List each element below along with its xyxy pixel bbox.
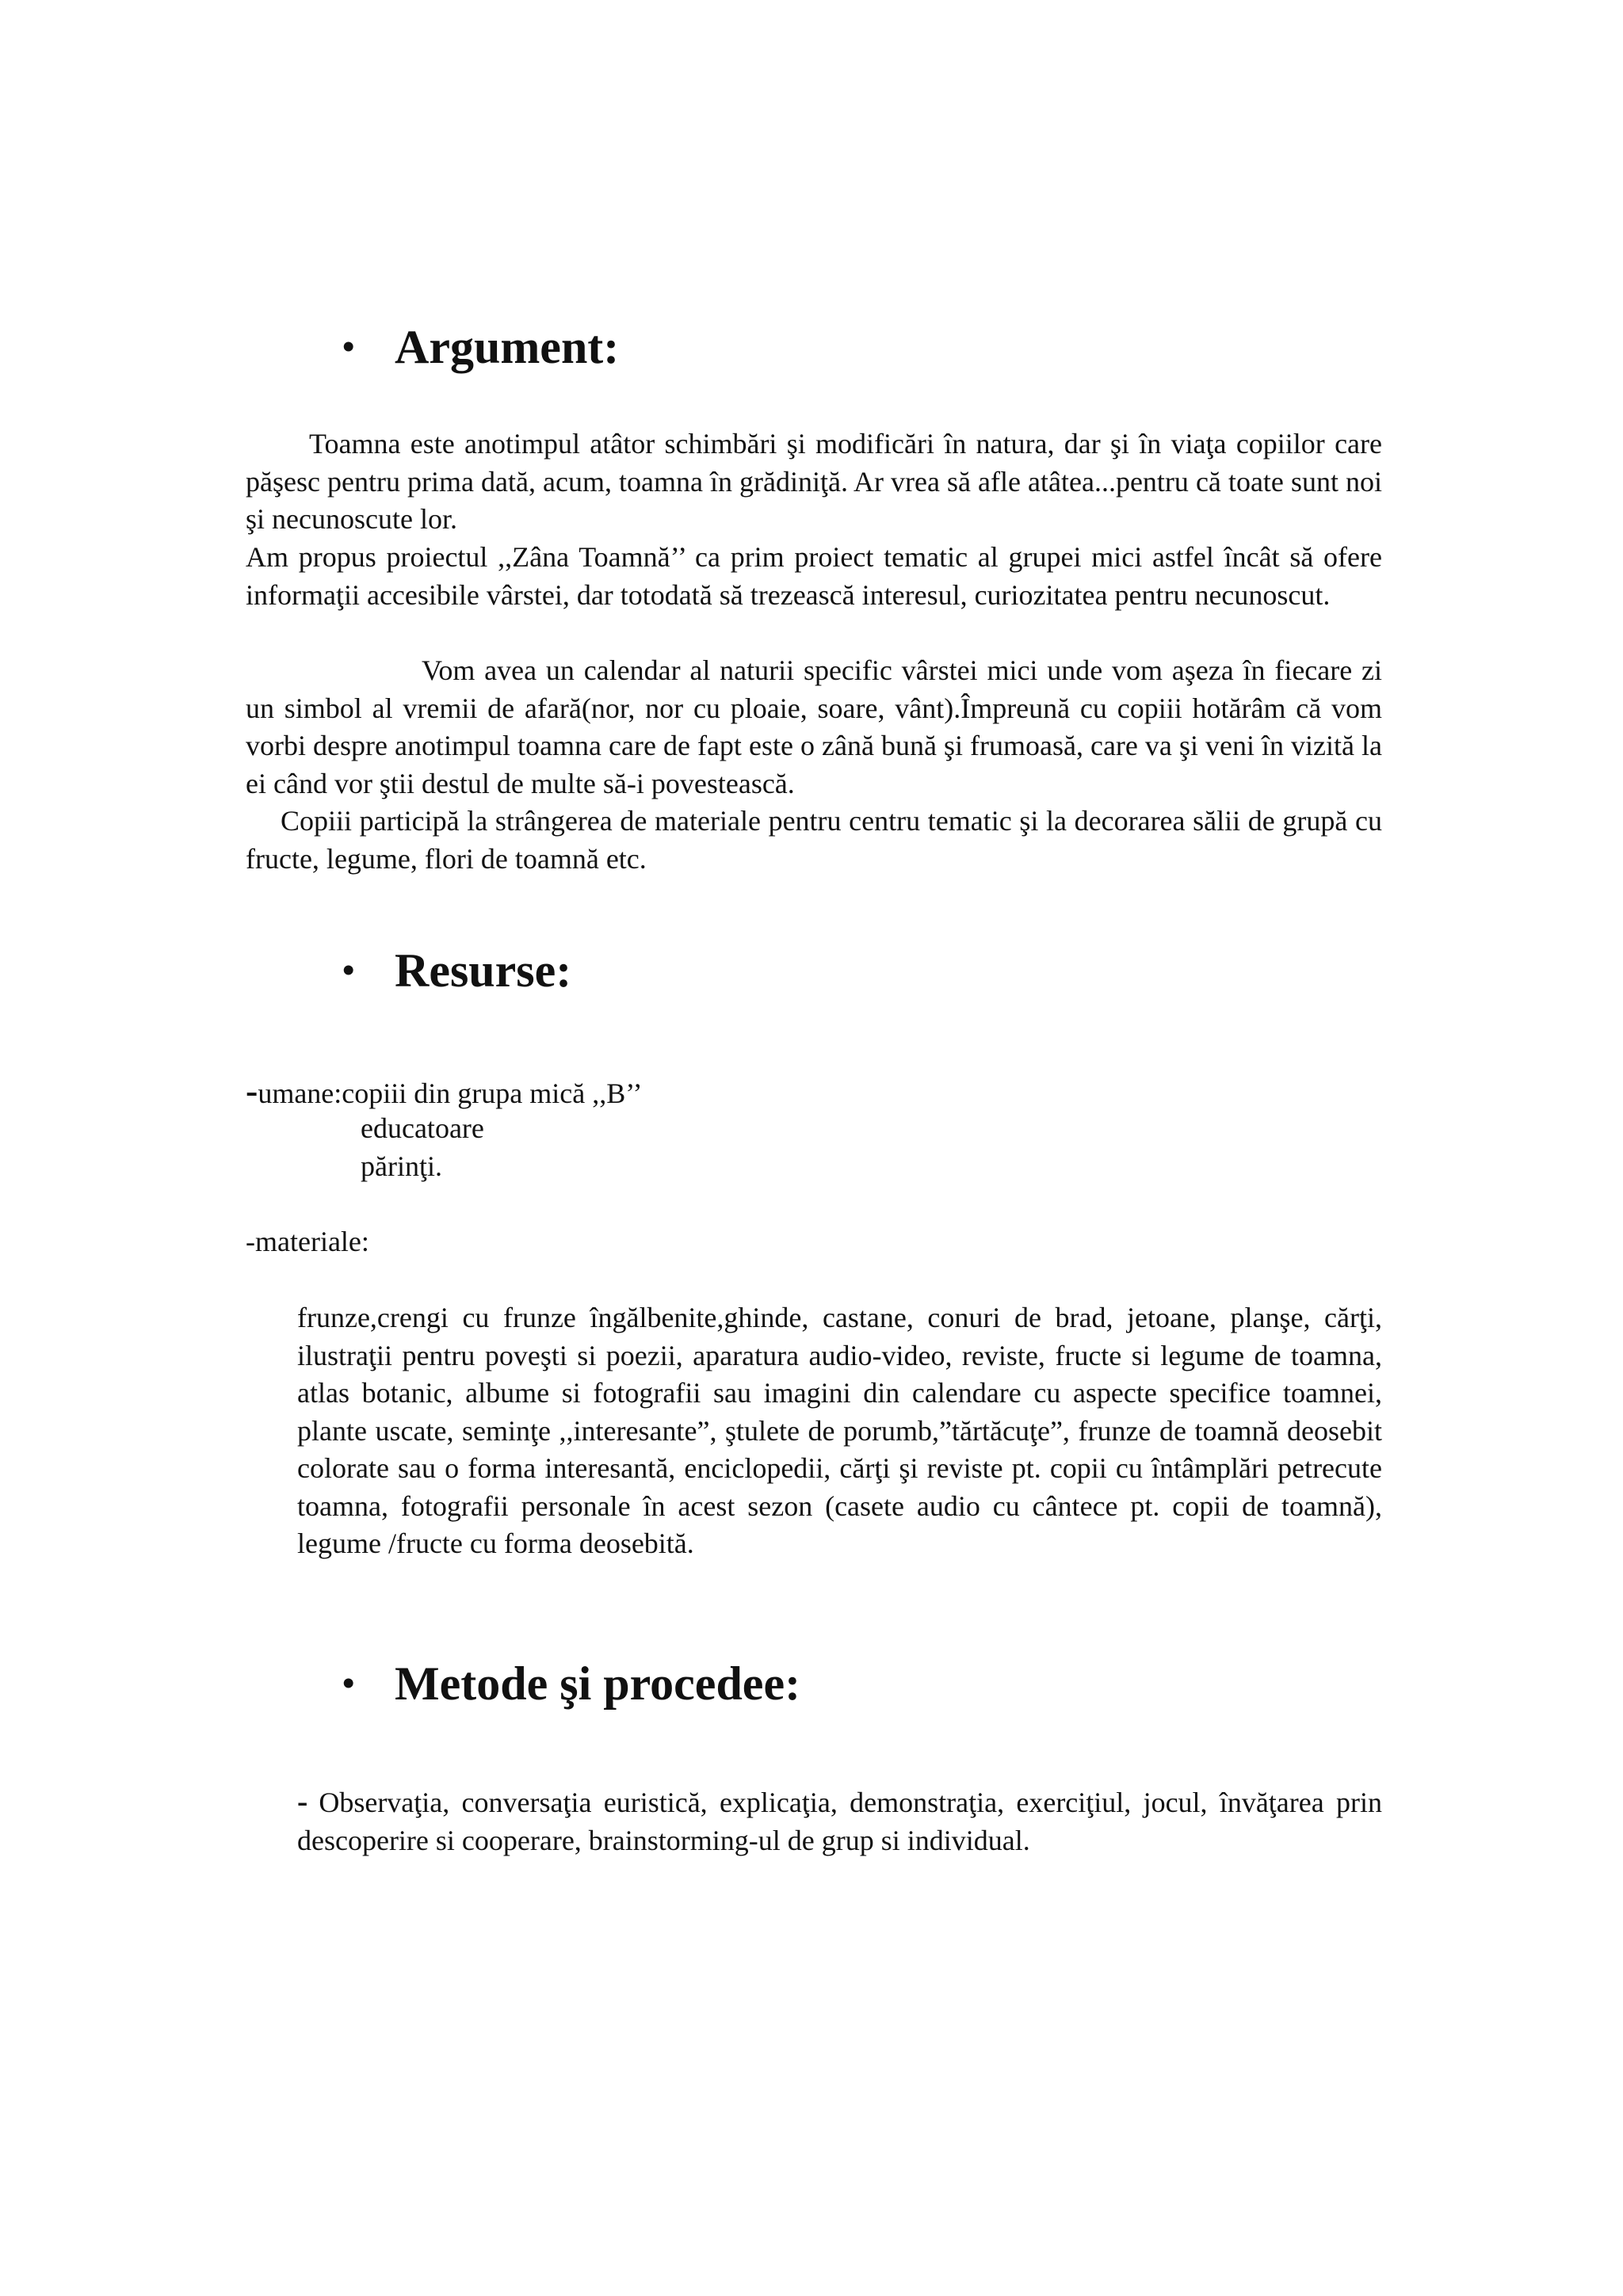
umane-item: copiii din grupa mică ,,B’’ — [342, 1077, 643, 1109]
argument-heading-text: Argument: — [395, 321, 620, 373]
metode-heading-text: Metode şi procedee: — [395, 1657, 801, 1710]
argument-paragraph-3: Vom avea un calendar al naturii specific vârstei mici unde vom aşeza în fiecare zi un simbol al vremii de afară(nor, nor cu ploaie, soare, vânt).Împreună cu copiii hotărâm că vom vorbi despre anotimpul toamna care de fapt este o zână bună şi frumoasă, care va şi veni în vizită la ei când vor ştii destul de multe să-i povestească. — [246, 654, 1382, 799]
metode-paragraph — [297, 1783, 1382, 1859]
bullet-icon: • — [342, 1664, 355, 1703]
umane-item: educatoare — [361, 1112, 484, 1144]
argument-paragraph-4: Copiii participă la strângerea de materiale pentru centru tematic şi la decorarea sălii de grupă cu fructe, legume, flori de toamnă etc. — [246, 805, 1382, 875]
argument-paragraph-1: Toamna este anotimpul atâtor schimbări şi modificări în natura, dar şi în viaţa copiilor care păşesc pentru prima dată, acum, toamna în grădiniţă. Ar vrea să afle atâtea...pentru că toate sunt noi şi necunoscute lor. — [246, 428, 1382, 535]
metode-text: Observaţia, conversaţia euristică, explicaţia, demonstraţia, exerciţiul, jocul, învăţarea prin descoperire si cooperare, brainstorming-ul de grup si individual. — [297, 1787, 1382, 1856]
bullet-icon: • — [342, 327, 355, 366]
materiale-label: -materiale: — [246, 1226, 369, 1257]
metode-block — [297, 1783, 1382, 1859]
umane-item: părinţi. — [361, 1150, 442, 1182]
resurse-heading — [342, 943, 571, 998]
materiale-paragraph: frunze,crengi cu frunze îngălbenite,ghinde, castane, conuri de brad, jetoane, planşe, cărţi, ilustraţii pentru poveşti si poezii, aparatura audio-video, reviste, fructe si legume de toamna, atlas botanic, albume si fotografii sau imagini din calendare cu aspecte specifice toamnei, plante uscate, seminţe ,,interesante”, ştulete de porumb,”tărtăcuţe”, frunze de toamnă deosebit colorate sau o forma interesantă, enciclopedii, cărţi şi reviste pt. copii cu întâmplări petrecute toamna, fotografii personale în acest sezon (casete audio cu cântece pt. copii de toamnă), legume /fructe cu forma deosebită. — [297, 1302, 1382, 1559]
argument-heading — [342, 319, 619, 375]
metode-heading — [342, 1656, 800, 1711]
umane-line — [246, 1072, 643, 1113]
metode-dash: - — [297, 1783, 308, 1819]
argument-paragraph-2: Am propus proiectul ,,Zâna Toamnă’’ ca prim proiect tematic al grupei mici astfel încât să ofere informaţii accesibile vârstei, dar totodată să trezească interesul, curiozitatea pentru necunoscut. — [246, 541, 1382, 611]
umane-label: umane: — [258, 1077, 342, 1109]
resurse-heading-text: Resurse: — [395, 944, 572, 997]
umane-dash: - — [246, 1070, 258, 1111]
bullet-icon: • — [342, 951, 355, 990]
